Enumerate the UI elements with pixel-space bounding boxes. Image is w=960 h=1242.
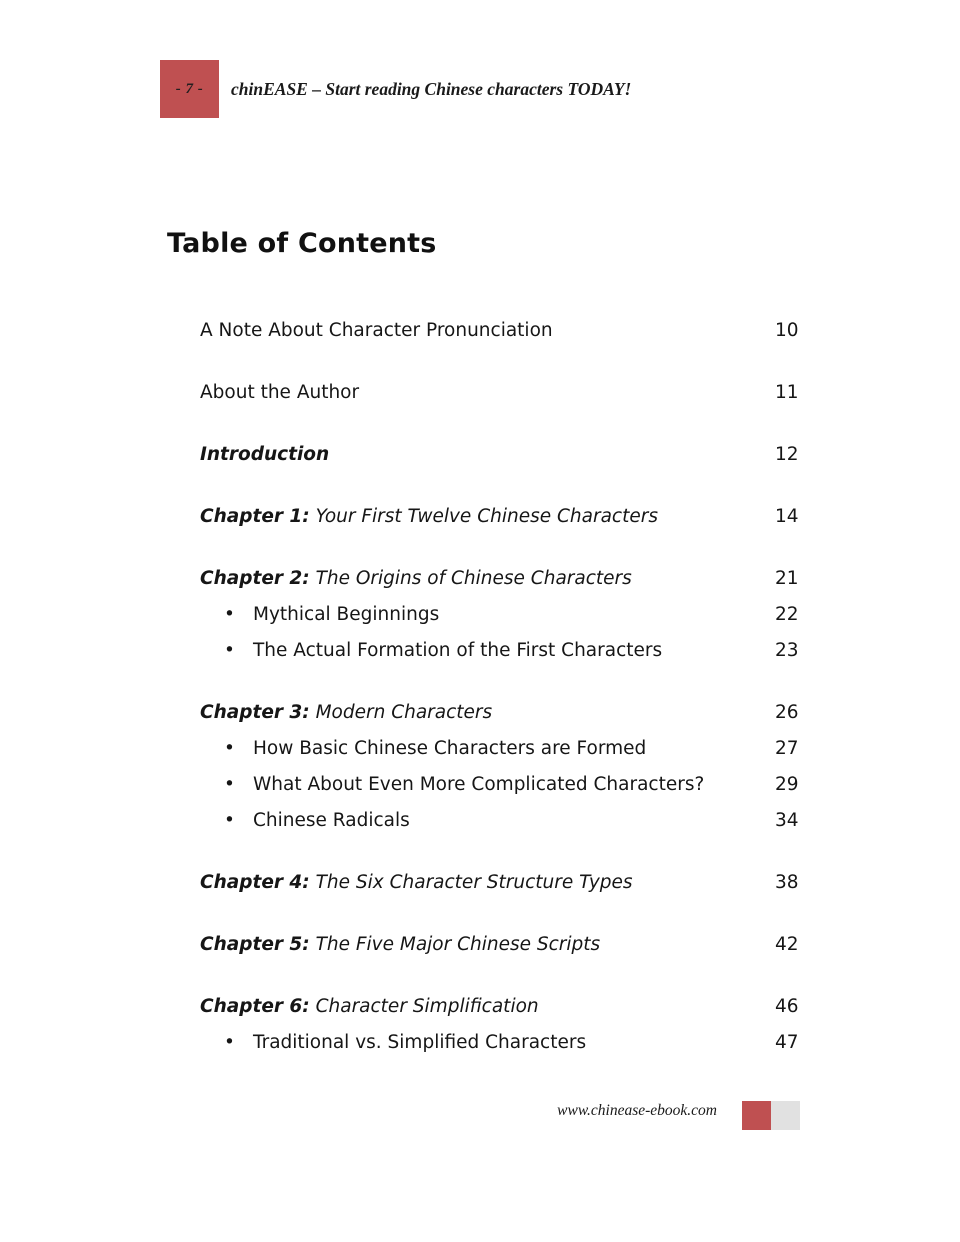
footer-swatch-gray — [771, 1101, 800, 1130]
toc-entry[interactable] — [0, 318, 960, 344]
toc-entry[interactable] — [0, 870, 960, 896]
toc-page-number: 42 — [775, 934, 799, 955]
toc-page-number: 23 — [775, 640, 799, 661]
toc-page-number: 12 — [775, 444, 799, 465]
toc-sub-entry[interactable] — [0, 772, 960, 798]
toc-entry-label — [200, 870, 633, 896]
toc-entry-label: The Actual Formation of the First Characters — [253, 640, 663, 661]
bullet-icon: • — [224, 1032, 235, 1053]
page-footer — [0, 1100, 960, 1132]
chapter-title-label: Your First Twelve Chinese Characters — [309, 506, 658, 527]
footer-swatches — [742, 1101, 800, 1130]
table-of-contents-list — [0, 318, 960, 1092]
chapter-number-label: Chapter 1: — [200, 506, 310, 527]
toc-sub-entry[interactable] — [0, 602, 960, 628]
toc-entry-label — [200, 932, 600, 958]
toc-sub-entry[interactable] — [0, 736, 960, 762]
chapter-title-label: Character Simplification — [309, 996, 539, 1017]
toc-page-number: 29 — [775, 774, 799, 795]
toc-page-number: 27 — [775, 738, 799, 759]
toc-entry-label: Traditional vs. Simplified Characters — [253, 1032, 587, 1053]
toc-entry[interactable] — [0, 566, 960, 592]
toc-page-number: 47 — [775, 1032, 799, 1053]
toc-entry[interactable] — [0, 932, 960, 958]
toc-page-number: 10 — [775, 320, 799, 341]
toc-entry-label: How Basic Chinese Characters are Formed — [253, 738, 647, 759]
toc-sub-entry[interactable] — [0, 1030, 960, 1056]
header-page-number: - 7 - — [175, 80, 204, 97]
toc-entry-label: Introduction — [200, 444, 330, 465]
running-header-title: chinEASE – Start reading Chinese characters TODAY! — [231, 78, 632, 99]
chapter-title-label: The Six Character Structure Types — [309, 872, 633, 893]
toc-page-number: 22 — [775, 604, 799, 625]
toc-entry[interactable] — [0, 994, 960, 1020]
toc-page-number: 26 — [775, 702, 799, 723]
header-page-number-box — [160, 60, 219, 118]
toc-page-number: 38 — [775, 872, 799, 893]
bullet-icon: • — [224, 774, 235, 795]
bullet-icon: • — [224, 640, 235, 661]
toc-entry[interactable] — [0, 380, 960, 406]
chapter-number-label: Chapter 6: — [200, 996, 310, 1017]
footer-website-url: www.chinease-ebook.com — [557, 1102, 717, 1119]
toc-entry[interactable] — [0, 700, 960, 726]
toc-page-number: 11 — [775, 382, 799, 403]
toc-entry-label — [200, 994, 539, 1020]
toc-entry-label — [200, 700, 492, 726]
toc-page-number: 14 — [775, 506, 799, 527]
chapter-title-label: The Five Major Chinese Scripts — [309, 934, 601, 955]
chapter-number-label: Chapter 4: — [200, 872, 310, 893]
toc-entry-label: About the Author — [200, 382, 360, 403]
toc-page-number: 46 — [775, 996, 799, 1017]
bullet-icon: • — [224, 810, 235, 831]
toc-entry-label: A Note About Character Pronunciation — [200, 320, 553, 341]
toc-page-number: 21 — [775, 568, 799, 589]
chapter-number-label: Chapter 2: — [200, 568, 310, 589]
toc-entry-label: Chinese Radicals — [253, 810, 410, 831]
toc-entry-label: Mythical Beginnings — [253, 604, 440, 625]
toc-sub-entry[interactable] — [0, 808, 960, 834]
page-title: Table of Contents — [167, 228, 437, 259]
bullet-icon: • — [224, 604, 235, 625]
chapter-title-label: Modern Characters — [309, 702, 493, 723]
toc-entry-label — [200, 504, 658, 530]
toc-page-number: 34 — [775, 810, 799, 831]
chapter-number-label: Chapter 5: — [200, 934, 310, 955]
toc-entry[interactable] — [0, 504, 960, 530]
chapter-title-label: The Origins of Chinese Characters — [309, 568, 632, 589]
bullet-icon: • — [224, 738, 235, 759]
footer-swatch-red — [742, 1101, 771, 1130]
toc-entry-label — [200, 566, 632, 592]
toc-entry[interactable] — [0, 442, 960, 468]
chapter-number-label: Chapter 3: — [200, 702, 310, 723]
toc-sub-entry[interactable] — [0, 638, 960, 664]
toc-entry-label: What About Even More Complicated Characters? — [253, 774, 705, 795]
page-header — [0, 60, 960, 118]
